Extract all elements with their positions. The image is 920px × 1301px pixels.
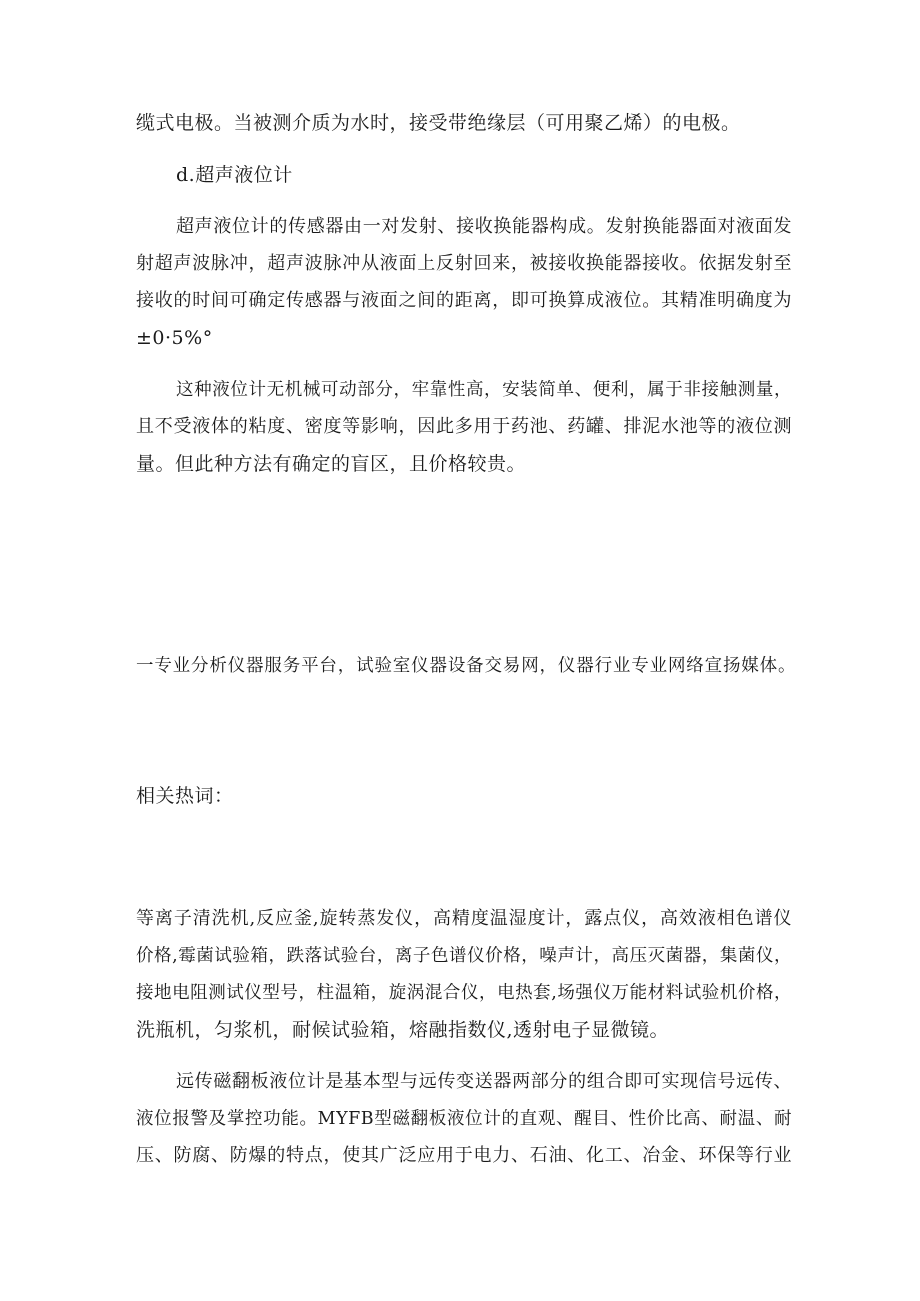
paragraph-line: 量。但此种方法有确定的盲区，且价格较贵。 <box>136 453 527 475</box>
paragraph-line: 液位报警及掌控功能。MYFB型磁翻板液位计的直观、醒目、性价比高、耐温、耐 <box>136 1109 792 1129</box>
hotwords-line: 等离子清洗机,反应釜,旋转蒸发仪，高精度温湿度计，露点仪，高效液相色谱仪 <box>136 908 792 929</box>
paragraph-line: 缆式电极。当被测介质为水时，接受带绝缘层（可用聚乙烯）的电极。 <box>136 112 741 134</box>
paragraph-line: 这种液位计无机械可动部分，牢靠性高，安装简单、便利，属于非接触测量， <box>176 380 792 400</box>
paragraph-line: 远传磁翻板液位计是基本型与远传变送器两部分的组合即可实现信号远传、 <box>176 1071 792 1092</box>
paragraph-line: 超声液位计的传感器由一对发射、接收换能器构成。发射换能器面对液面发 <box>176 216 792 237</box>
hotwords-line: 价格,霉菌试验箱，跌落试验台，离子色谱仪价格，噪声计，高压灭菌器，集菌仪， <box>136 946 792 966</box>
platform-line: 一专业分析仪器服务平台，试验室仪器设备交易网，仪器行业专业网络宣扬媒体。 <box>136 656 796 676</box>
hotwords-line: 接地电阻测试仪型号，柱温箱，旋涡混合仪，电热套,场强仪万能材料试验机价格， <box>136 983 792 1003</box>
paragraph-line: 射超声波脉冲，超声波脉冲从液面上反射回来，被接收换能器接收。依据发射至 <box>136 253 792 274</box>
hotwords-line: 洗瓶机，匀浆机，耐候试验箱，熔融指数仪,透射电子显微镜。 <box>136 1019 670 1041</box>
paragraph-line: 压、防腐、防爆的特点，使其广泛应用于电力、石油、化工、冶金、环保等行业 <box>136 1145 792 1166</box>
hotwords-label: 相关热词： <box>136 785 234 807</box>
section-heading: d.超声液位计 <box>176 164 293 186</box>
paragraph-line: ±0·5%° <box>136 327 213 349</box>
paragraph-line: 且不受液体的粘度、密度等影响，因此多用于药池、药罐、排泥水池等的液位测 <box>136 416 792 437</box>
paragraph-line: 接收的时间可确定传感器与液面之间的距离，即可换算成液位。其精准明确度为 <box>136 290 792 311</box>
